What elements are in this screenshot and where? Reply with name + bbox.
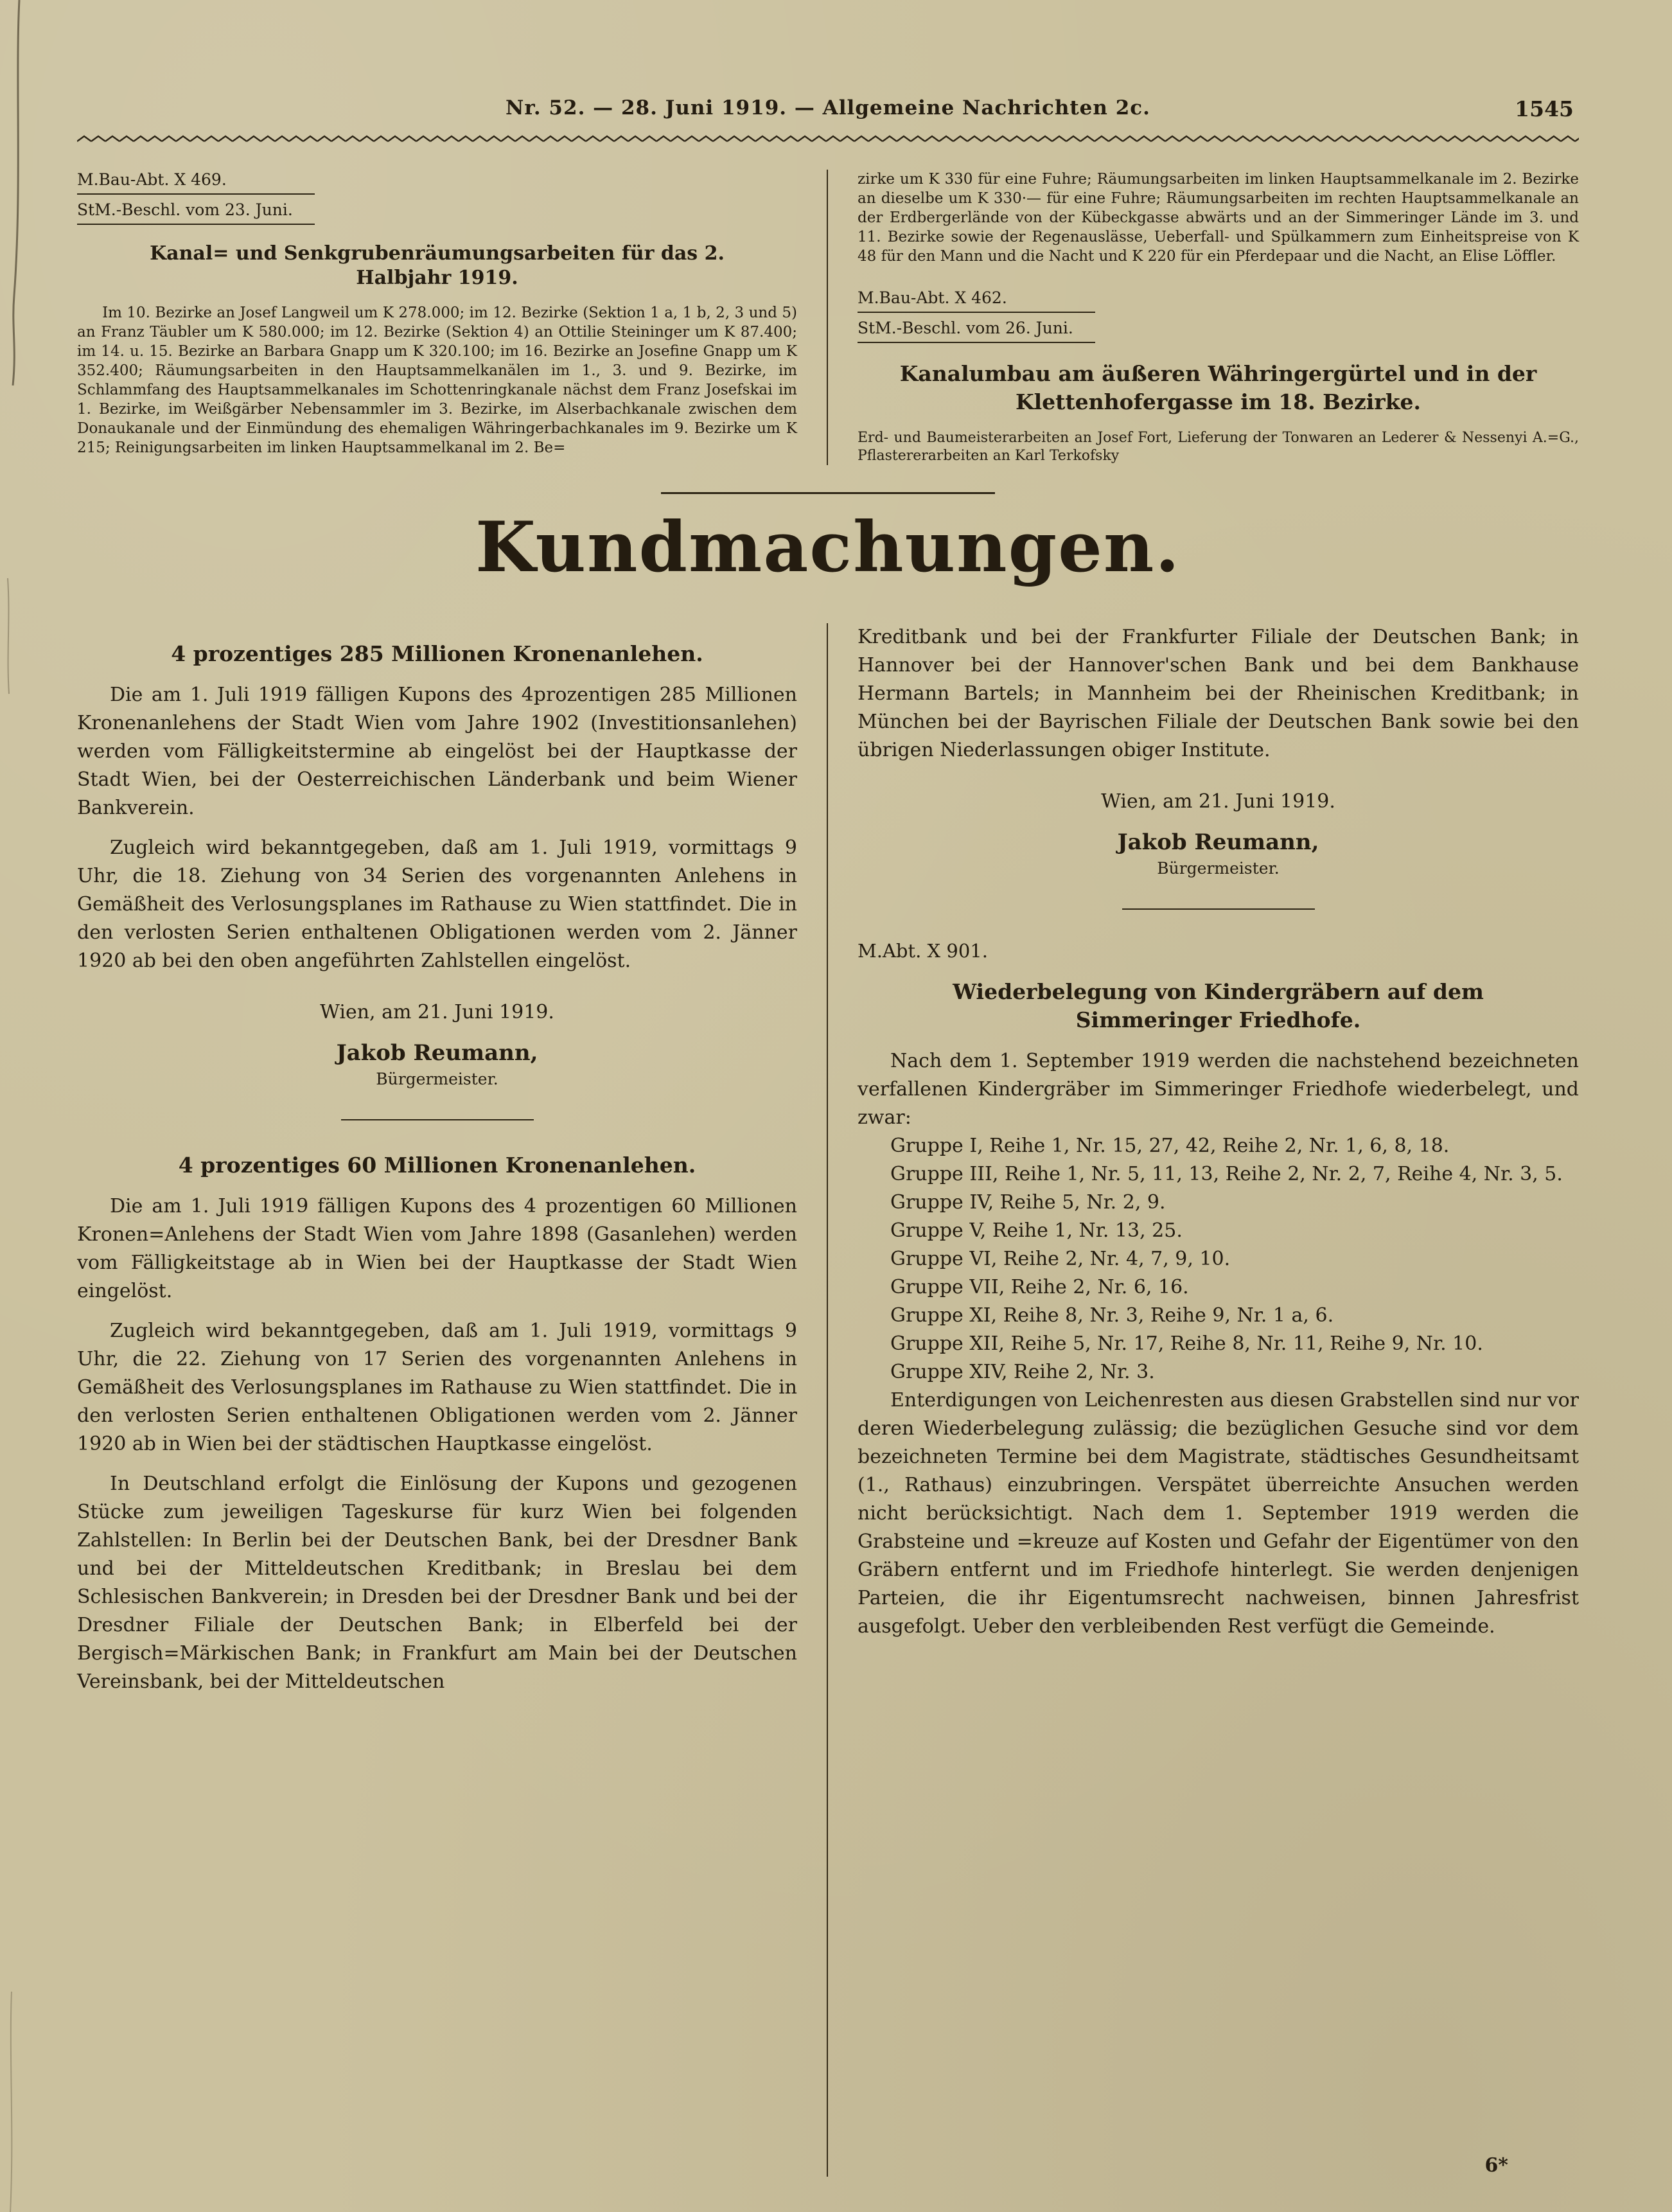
ref-date: StM.-Beschl. vom 23. Juni.: [77, 200, 293, 219]
masthead-title: Nr. 52. — 28. Juni 1919. — Allgemeine Nachrichten 2c.: [506, 96, 1150, 119]
paragraph: In Deutschland erfolgt die Einlösung der Kupons und gezogenen Stücke zum jeweiligen Tageskurse für kurz Wien bei folgenden Zahlstellen: In Berlin bei der Deutschen Bank, bei der Dresdner Bank und bei der Mitteldeutschen Kreditbank; in Breslau bei dem Schlesischen Bankverein; in Dresden bei der Dresdner Bank und bei der Dresdner Filiale der Deutschen Bank; in Elberfeld bei der Bergisch=Märkischen Bank; in Frankfurt am Main bei der Deutschen Vereinsbank, bei der Mitteldeutschen: [77, 1473, 797, 1693]
article-title-285-millionen: 4 prozentiges 285 Millionen Kronenanlehen.: [171, 641, 703, 666]
top-right-column: [828, 170, 1579, 465]
signature-role: Bürgermeister.: [376, 1070, 498, 1088]
dateline: Wien, am 21. Juni 1919.: [320, 1001, 554, 1023]
ref-rule: [858, 312, 1095, 313]
article-divider-rule: [1122, 908, 1315, 910]
grave-group-line: Gruppe VI, Reihe 2, Nr. 4, 7, 9, 10.: [890, 1248, 1231, 1270]
grave-group-line: Gruppe XIV, Reihe 2, Nr. 3.: [890, 1361, 1155, 1383]
paragraph: Die am 1. Juli 1919 fälligen Kupons des 4 prozentigen 60 Millionen Kronen=Anlehens der Stadt Wien vom Jahre 1898 (Gasanlehen) werden vom Fälligkeitstage ab in Wien bei der Hauptkasse der Stadt Wien eingelöst.: [77, 1195, 797, 1302]
dateline: Wien, am 21. Juni 1919.: [1101, 790, 1335, 813]
signature-role: Bürgermeister.: [1157, 859, 1280, 878]
grave-group-line: Gruppe VII, Reihe 2, Nr. 6, 16.: [890, 1276, 1189, 1298]
grave-group-line: Gruppe V, Reihe 1, Nr. 13, 25.: [890, 1219, 1183, 1242]
article-title-60-millionen: 4 prozentiges 60 Millionen Kronenanlehen.: [178, 1153, 696, 1178]
top-left-column: [77, 170, 828, 465]
signature-mark: 6*: [1484, 2154, 1508, 2177]
ref-rule: [858, 342, 1095, 343]
ref-number: M.Bau-Abt. X 462.: [858, 288, 1007, 307]
article-body: Im 10. Bezirke an Josef Langweil um K 278.000; im 12. Bezirke (Sektion 1 a, 1 b, 2, 3 und 5) an Franz Täubler um K 580.000; im 12. Bezirke (Sektion 4) an Ottilie Steininger um K 87.400; im 14. u. 15. Bezirke an Barbara Gnapp um K 320.100; im 16. Bezirke an Josefine Gnapp um K 352.400; Räumungsarbeiten in den Hauptsammelkanälen im 1., 3. und 9. Bezirke, im Schlammfang des Hauptsammelkanales im Schottenringkanale nächst dem Franz Josefskai im 1. Bezirke, im Weißgärber Nebensammler im 3. Bezirke, im Alserbachkanale zwischen dem Donaukanale und der Einmündung des ehemaligen Währingerbachkanales im 9. Bezirke um K 215; Reinigungsarbeiten im linken Hauptsammelkanal im 2. Be=: [77, 305, 797, 456]
grave-group-line: Gruppe IV, Reihe 5, Nr. 2, 9.: [890, 1191, 1166, 1214]
main-left-column: [77, 623, 828, 2177]
paragraph: Nach dem 1. September 1919 werden die nachstehend bezeichneten verfallenen Kindergräber im Simmeringer Friedhofe wiederbelegt, und zwar:: [858, 1050, 1579, 1129]
paragraph: Zugleich wird bekanntgegeben, daß am 1. Juli 1919, vormittags 9 Uhr, die 22. Ziehung von 17 Serien des vorgenannten Anlehens in Gemäßheit des Verlosungsplanes im Rathause zu Wien stattfindet. Die in den verlosten Serien enthaltenen Obligationen werden vom 2. Jänner 1920 ab in Wien bei der städtischen Hauptkasse eingelöst.: [77, 1320, 797, 1455]
page-number: 1545: [1515, 96, 1574, 121]
ref-number: M.Abt. X 901.: [858, 940, 988, 962]
grave-group-line: Gruppe XII, Reihe 5, Nr. 17, Reihe 8, Nr. 11, Reihe 9, Nr. 10.: [890, 1332, 1483, 1355]
paragraph: Zugleich wird bekanntgegeben, daß am 1. Juli 1919, vormittags 9 Uhr, die 18. Ziehung von 34 Serien des vorgenannten Anlehens in Gemäßheit des Verlosungsplanes im Rathause zu Wien stattfindet. Die in den verlosten Serien enthaltenen Obligationen werden vom 2. Jänner 1920 ab bei den oben angeführten Zahlstellen eingelöst.: [77, 836, 797, 972]
ref-rule: [77, 193, 315, 195]
article-divider-rule: [341, 1119, 534, 1120]
ref-number: M.Bau-Abt. X 469.: [77, 170, 227, 189]
article-body-continuation: zirke um K 330 für eine Fuhre; Räumungsarbeiten im linken Hauptsammelkanale im 2. Bezirke an dieselbe um K 330·— für eine Fuhre; Räumungsarbeiten im rechten Hauptsammelkanale an der Erdbergerlände von der Kübeckgasse abwärts und an der Simmeringer Lände im 3. und 11. Bezirke sowie der Regenauslässe, Ueberfall- und Spülkammern zum Einheitspreise von K 48 für den Mann und die Nacht und K 220 für ein Pferdepaar und die Nacht, an Elise Löffler.: [858, 171, 1579, 265]
signature-name: Jakob Reumann,: [336, 1040, 538, 1066]
section-title: Kundmachungen.: [475, 507, 1181, 588]
zigzag-divider: [77, 134, 1579, 144]
grave-group-line: Gruppe XI, Reihe 8, Nr. 3, Reihe 9, Nr. 1 a, 6.: [890, 1304, 1334, 1327]
article-title-kanalumbau: Kanalumbau am äußeren Währingergürtel und in der Klettenhofergasse im 18. Bezirke.: [899, 361, 1537, 414]
paragraph-continuation: Kreditbank und bei der Frankfurter Filiale der Deutschen Bank; in Hannover bei der Hannover'schen Bank und bei dem Bankhause Hermann Bartels; in Mannheim bei der Rheinischen Kreditbank; in München bei der Bayrischen Filiale der Deutschen Bank sowie bei den übrigen Niederlassungen obiger Institute.: [858, 626, 1579, 761]
ref-date: StM.-Beschl. vom 26. Juni.: [858, 319, 1073, 337]
article-body: Erd- und Baumeisterarbeiten an Josef Fort, Lieferung der Tonwaren an Lederer & Nessenyi A.=G., Pflastererarbeiten an Karl Terkofsky: [858, 430, 1579, 464]
top-notices-section: [77, 170, 1579, 465]
grave-group-line: Gruppe III, Reihe 1, Nr. 5, 11, 13, Reihe 2, Nr. 2, 7, Reihe 4, Nr. 3, 5.: [890, 1163, 1563, 1185]
kundmachungen-section: [77, 623, 1579, 2177]
section-divider-rule: [661, 492, 995, 494]
grave-group-list: [858, 1132, 1579, 1386]
article-title-kanalraeumung: Kanal= und Senkgrubenräumungsarbeiten für das 2. Halbjahr 1919.: [150, 242, 725, 289]
ref-rule: [77, 224, 315, 225]
article-title-wiederbelegung: Wiederbelegung von Kindergräbern auf dem Simmeringer Friedhofe.: [953, 979, 1484, 1032]
main-right-column: [828, 623, 1579, 2177]
grave-group-line: Gruppe I, Reihe 1, Nr. 15, 27, 42, Reihe 2, Nr. 1, 6, 8, 18.: [890, 1135, 1450, 1157]
paragraph: Enterdigungen von Leichenresten aus diesen Grabstellen sind nur vor deren Wiederbelegung zulässig; die bezüglichen Gesuche sind vor dem bezeichneten Termine bei dem Magistrate, städtisches Gesundheitsamt (1., Rathaus) einzubringen. Verspätet überreichte Ansuchen werden nicht berücksichtigt. Nach dem 1. September 1919 werden die Grabsteine und =kreuze auf Kosten und Gefahr der Eigentümer von den Gräbern entfernt und im Friedhofe hinterlegt. Sie werden denjenigen Parteien, die ihr Eigentumsrecht nachweisen, binnen Jahresfrist ausgefolgt. Ueber den verbleibenden Rest verfügt die Gemeinde.: [858, 1389, 1579, 1638]
page-header: [77, 96, 1579, 119]
scan-crease-decoration: [0, 0, 45, 2212]
paragraph: Die am 1. Juli 1919 fälligen Kupons des 4prozentigen 285 Millionen Kronenanlehens der Stadt Wien vom Jahre 1902 (Investitionsanlehen) werden vom Fälligkeitstermine ab eingelöst bei der Hauptkasse der Stadt Wien, bei der Oesterreichischen Länderbank und beim Wiener Bankverein.: [77, 684, 797, 819]
signature-name: Jakob Reumann,: [1117, 829, 1319, 855]
